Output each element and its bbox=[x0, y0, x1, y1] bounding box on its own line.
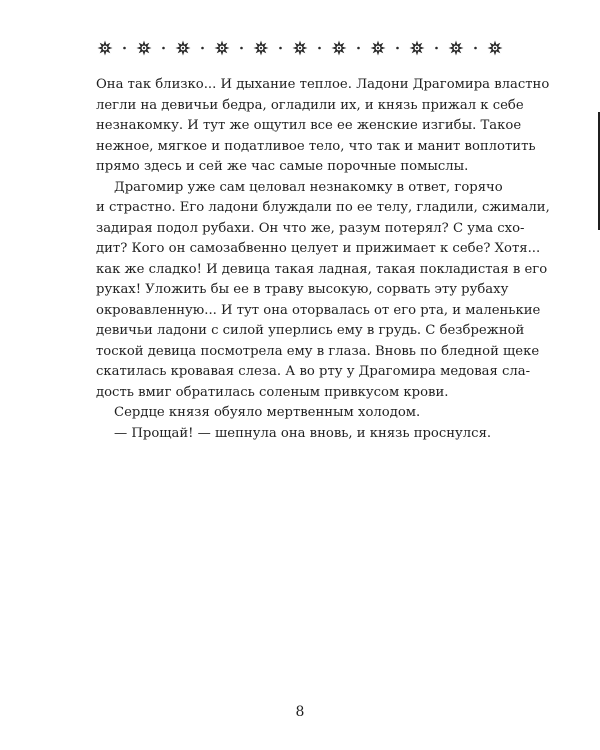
dot-icon bbox=[279, 47, 282, 50]
page-number: 8 bbox=[295, 704, 305, 720]
dot-icon bbox=[240, 47, 243, 50]
star-icon bbox=[371, 41, 386, 56]
star-icon bbox=[293, 41, 308, 56]
star-icon bbox=[98, 41, 113, 56]
star-icon bbox=[449, 41, 464, 56]
text-line: Сердце князя обуяло мертвенным холодом. bbox=[114, 405, 421, 420]
text-line: Она так близко... И дыхание теплое. Ладони Драгомира властно bbox=[96, 77, 550, 92]
dot-icon bbox=[396, 47, 399, 50]
dot-icon bbox=[201, 47, 204, 50]
star-icon bbox=[332, 41, 347, 56]
text-line: дость вмиг обратилась соленым привкусом крови. bbox=[96, 384, 449, 400]
text-line: незнакомку. И тут же ощутил все ее женские изгибы. Такое bbox=[96, 118, 522, 133]
header-ornament bbox=[97, 38, 503, 58]
text-line: задирая подол рубахи. Он что же, разум потерял? С ума схо- bbox=[96, 220, 525, 236]
text-line: прямо здесь и сей же час самые порочные помыслы. bbox=[96, 159, 469, 174]
star-icon bbox=[137, 41, 152, 56]
text-line: — Прощай! — шепнула она вновь, и князь проснулся. bbox=[114, 425, 492, 441]
body-text bbox=[96, 75, 550, 444]
text-line: окровавленную... И тут она оторвалась от его рта, и маленькие bbox=[96, 302, 541, 318]
dot-icon bbox=[435, 47, 438, 50]
star-ornament-icon bbox=[97, 38, 503, 58]
star-icon bbox=[215, 41, 230, 56]
dot-icon bbox=[357, 47, 360, 50]
text-line: дит? Кого он самозабвенно целует и прижимает к себе? Хотя... bbox=[96, 241, 541, 256]
star-icon bbox=[410, 41, 425, 56]
star-icon bbox=[254, 41, 269, 56]
dot-icon bbox=[123, 47, 126, 50]
star-icon bbox=[488, 41, 503, 56]
text-line: Драгомир уже сам целовал незнакомку в ответ, горячо bbox=[114, 179, 503, 195]
dot-icon bbox=[474, 47, 477, 50]
text-line: нежное, мягкое и податливое тело, что так и манит воплотить bbox=[96, 138, 536, 154]
text-line: скатилась кровавая слеза. А во рту у Драгомира медовая сла- bbox=[96, 364, 531, 379]
dot-icon bbox=[318, 47, 321, 50]
text-line: девичьи ладони с силой уперлись ему в грудь. С безбрежной bbox=[96, 323, 525, 338]
dot-icon bbox=[162, 47, 165, 50]
text-line: как же сладко! И девица такая ладная, такая покладистая в его bbox=[96, 261, 548, 277]
text-line: и страстно. Его ладони блуждали по ее телу, гладили, сжимали, bbox=[96, 200, 550, 215]
star-icon bbox=[176, 41, 191, 56]
text-line: руках! Уложить бы ее в траву высокую, сорвать эту рубаху bbox=[96, 282, 509, 297]
text-line: тоской девица посмотрела ему в глаза. Вновь по бледной щеке bbox=[96, 343, 540, 359]
text-line: легли на девичьи бедра, огладили их, и князь прижал к себе bbox=[96, 97, 524, 113]
